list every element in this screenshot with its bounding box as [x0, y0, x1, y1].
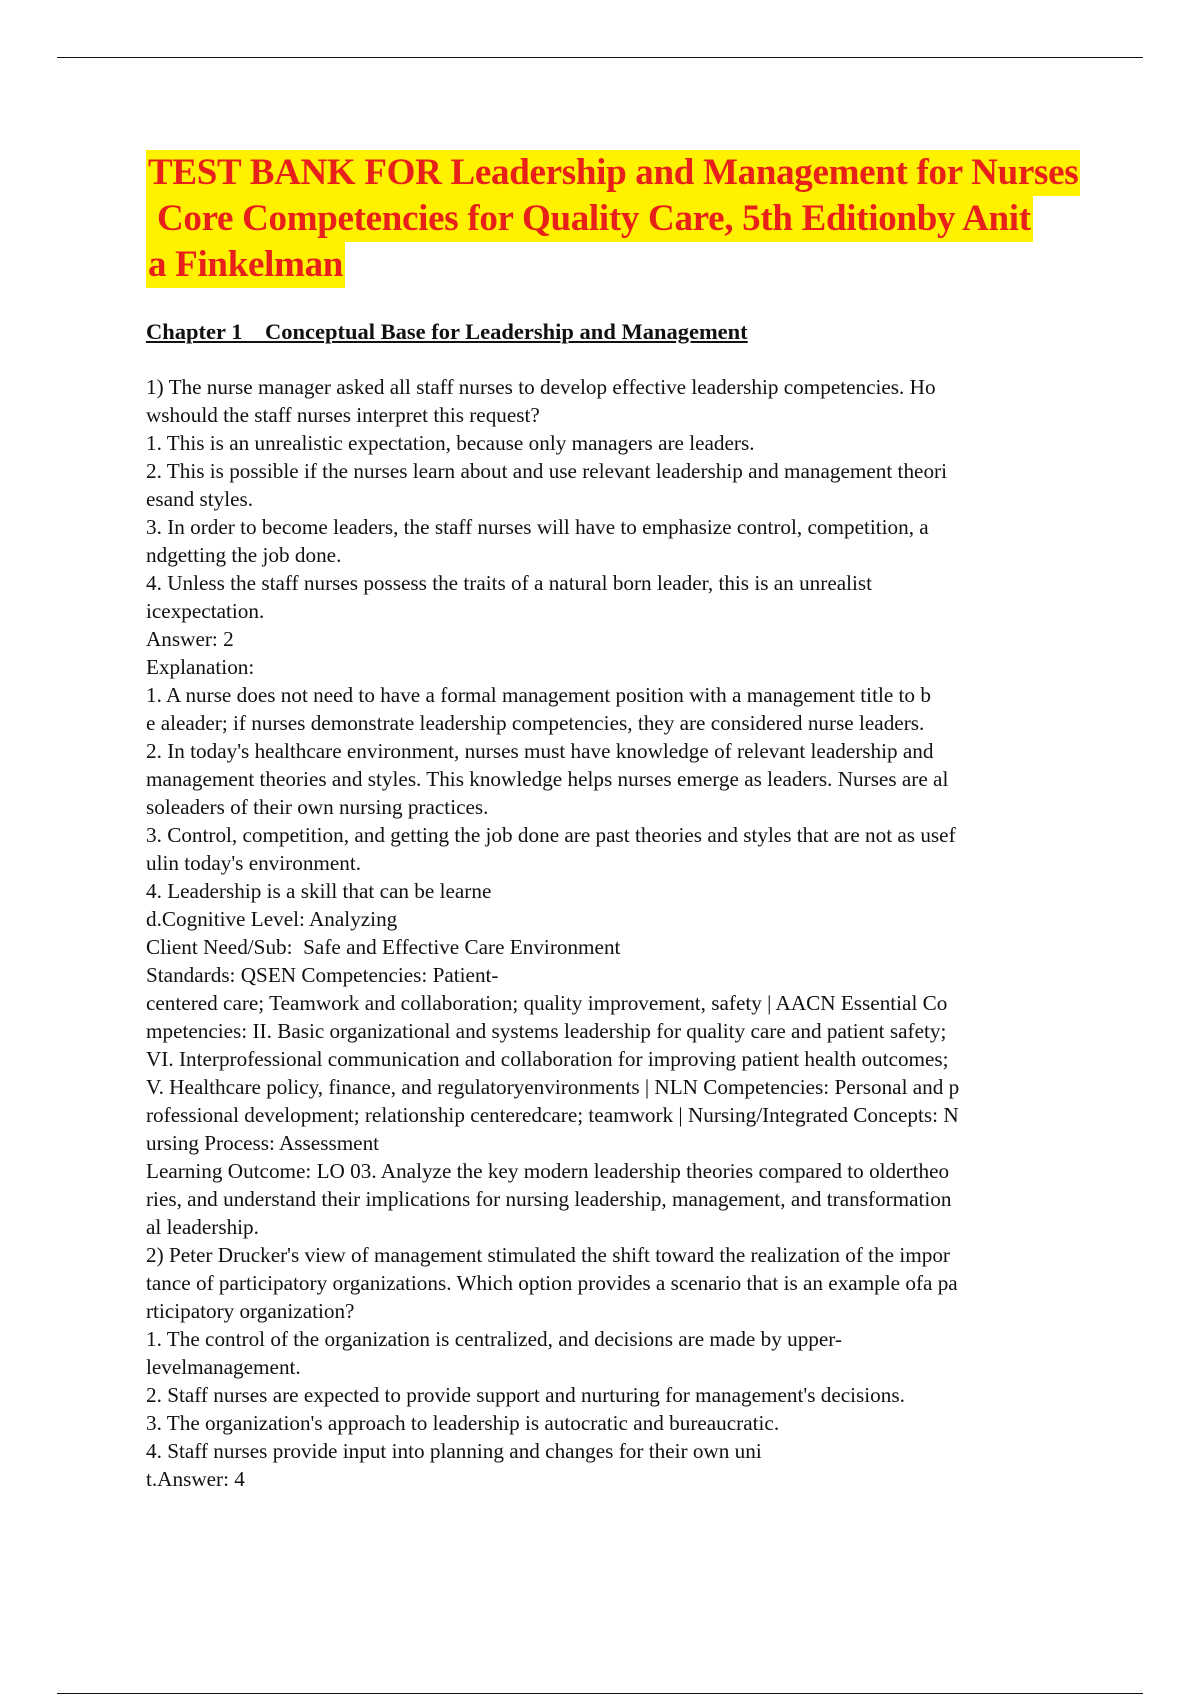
chapter-heading: Chapter 1 Conceptual Base for Leadership and Management [146, 319, 748, 344]
body-line: esand styles. [146, 487, 254, 511]
bottom-rule [57, 1693, 1143, 1694]
body-line: tance of participatory organizations. Which option provides a scenario that is an example ofa pa [146, 1271, 958, 1295]
body-line: V. Healthcare policy, finance, and regulatoryenvironments | NLN Competencies: Personal and p [146, 1075, 960, 1099]
body-line: levelmanagement. [146, 1355, 301, 1379]
body-line: 2. This is possible if the nurses learn about and use relevant leadership and management theori [146, 459, 947, 483]
body-line: 2. In today's healthcare environment, nurses must have knowledge of relevant leadership and [146, 739, 934, 763]
body-line: Answer: 2 [146, 627, 234, 651]
body-line: soleaders of their own nursing practices. [146, 795, 489, 819]
body-line: Explanation: [146, 655, 255, 679]
body-line: 2) Peter Drucker's view of management stimulated the shift toward the realization of the impor [146, 1243, 950, 1267]
body-line: 1. A nurse does not need to have a formal management position with a management title to b [146, 683, 931, 707]
body-line: Client Need/Sub: Safe and Effective Care Environment [146, 935, 621, 959]
body-line: 1) The nurse manager asked all staff nurses to develop effective leadership competencies. Ho [146, 375, 936, 399]
body-line: 3. The organization's approach to leadership is autocratic and bureaucratic. [146, 1411, 780, 1435]
body-line: icexpectation. [146, 599, 265, 623]
body-line: Learning Outcome: LO 03. Analyze the key modern leadership theories compared to oldertheo [146, 1159, 950, 1183]
body-line: VI. Interprofessional communication and collaboration for improving patient health outcomes; [146, 1047, 949, 1071]
title-line-1: TEST BANK FOR Leadership and Management for Nurses [146, 150, 1080, 196]
body-line: 2. Staff nurses are expected to provide support and nurturing for management's decisions. [146, 1383, 905, 1407]
body-line: ries, and understand their implications for nursing leadership, management, and transformation [146, 1187, 952, 1211]
body-line: 3. Control, competition, and getting the job done are past theories and styles that are not as usef [146, 823, 956, 847]
body-line: 4. Leadership is a skill that can be learne [146, 879, 492, 903]
body-line: al leadership. [146, 1215, 259, 1239]
body-line: e aleader; if nurses demonstrate leadership competencies, they are considered nurse leaders. [146, 711, 925, 735]
document-title [146, 150, 1136, 288]
body-line: 1. The control of the organization is centralized, and decisions are made by upper- [146, 1327, 842, 1351]
body-line: mpetencies: II. Basic organizational and systems leadership for quality care and patient safety; [146, 1019, 947, 1043]
body-line: centered care; Teamwork and collaboration; quality improvement, safety | AACN Essential Co [146, 991, 948, 1015]
title-line-2: Core Competencies for Quality Care, 5th Editionby Anit [146, 196, 1033, 242]
body-line: ursing Process: Assessment [146, 1131, 380, 1155]
body-line: 3. In order to become leaders, the staff nurses will have to emphasize control, competition, a [146, 515, 929, 539]
body-line: rofessional development; relationship centeredcare; teamwork | Nursing/Integrated Concepts: N [146, 1103, 959, 1127]
question-body [146, 373, 1146, 1493]
title-line-3: a Finkelman [146, 242, 345, 288]
body-line: management theories and styles. This knowledge helps nurses emerge as leaders. Nurses are al [146, 767, 949, 791]
body-line: Standards: QSEN Competencies: Patient- [146, 963, 499, 987]
body-line: ndgetting the job done. [146, 543, 342, 567]
top-rule [57, 57, 1143, 58]
body-line: t.Answer: 4 [146, 1467, 245, 1491]
body-line: ulin today's environment. [146, 851, 362, 875]
body-line: wshould the staff nurses interpret this request? [146, 403, 540, 427]
body-line: 4. Unless the staff nurses possess the traits of a natural born leader, this is an unrealist [146, 571, 873, 595]
body-line: 4. Staff nurses provide input into planning and changes for their own uni [146, 1439, 762, 1463]
body-line: 1. This is an unrealistic expectation, because only managers are leaders. [146, 431, 755, 455]
body-line: rticipatory organization? [146, 1299, 355, 1323]
body-line: d.Cognitive Level: Analyzing [146, 907, 398, 931]
